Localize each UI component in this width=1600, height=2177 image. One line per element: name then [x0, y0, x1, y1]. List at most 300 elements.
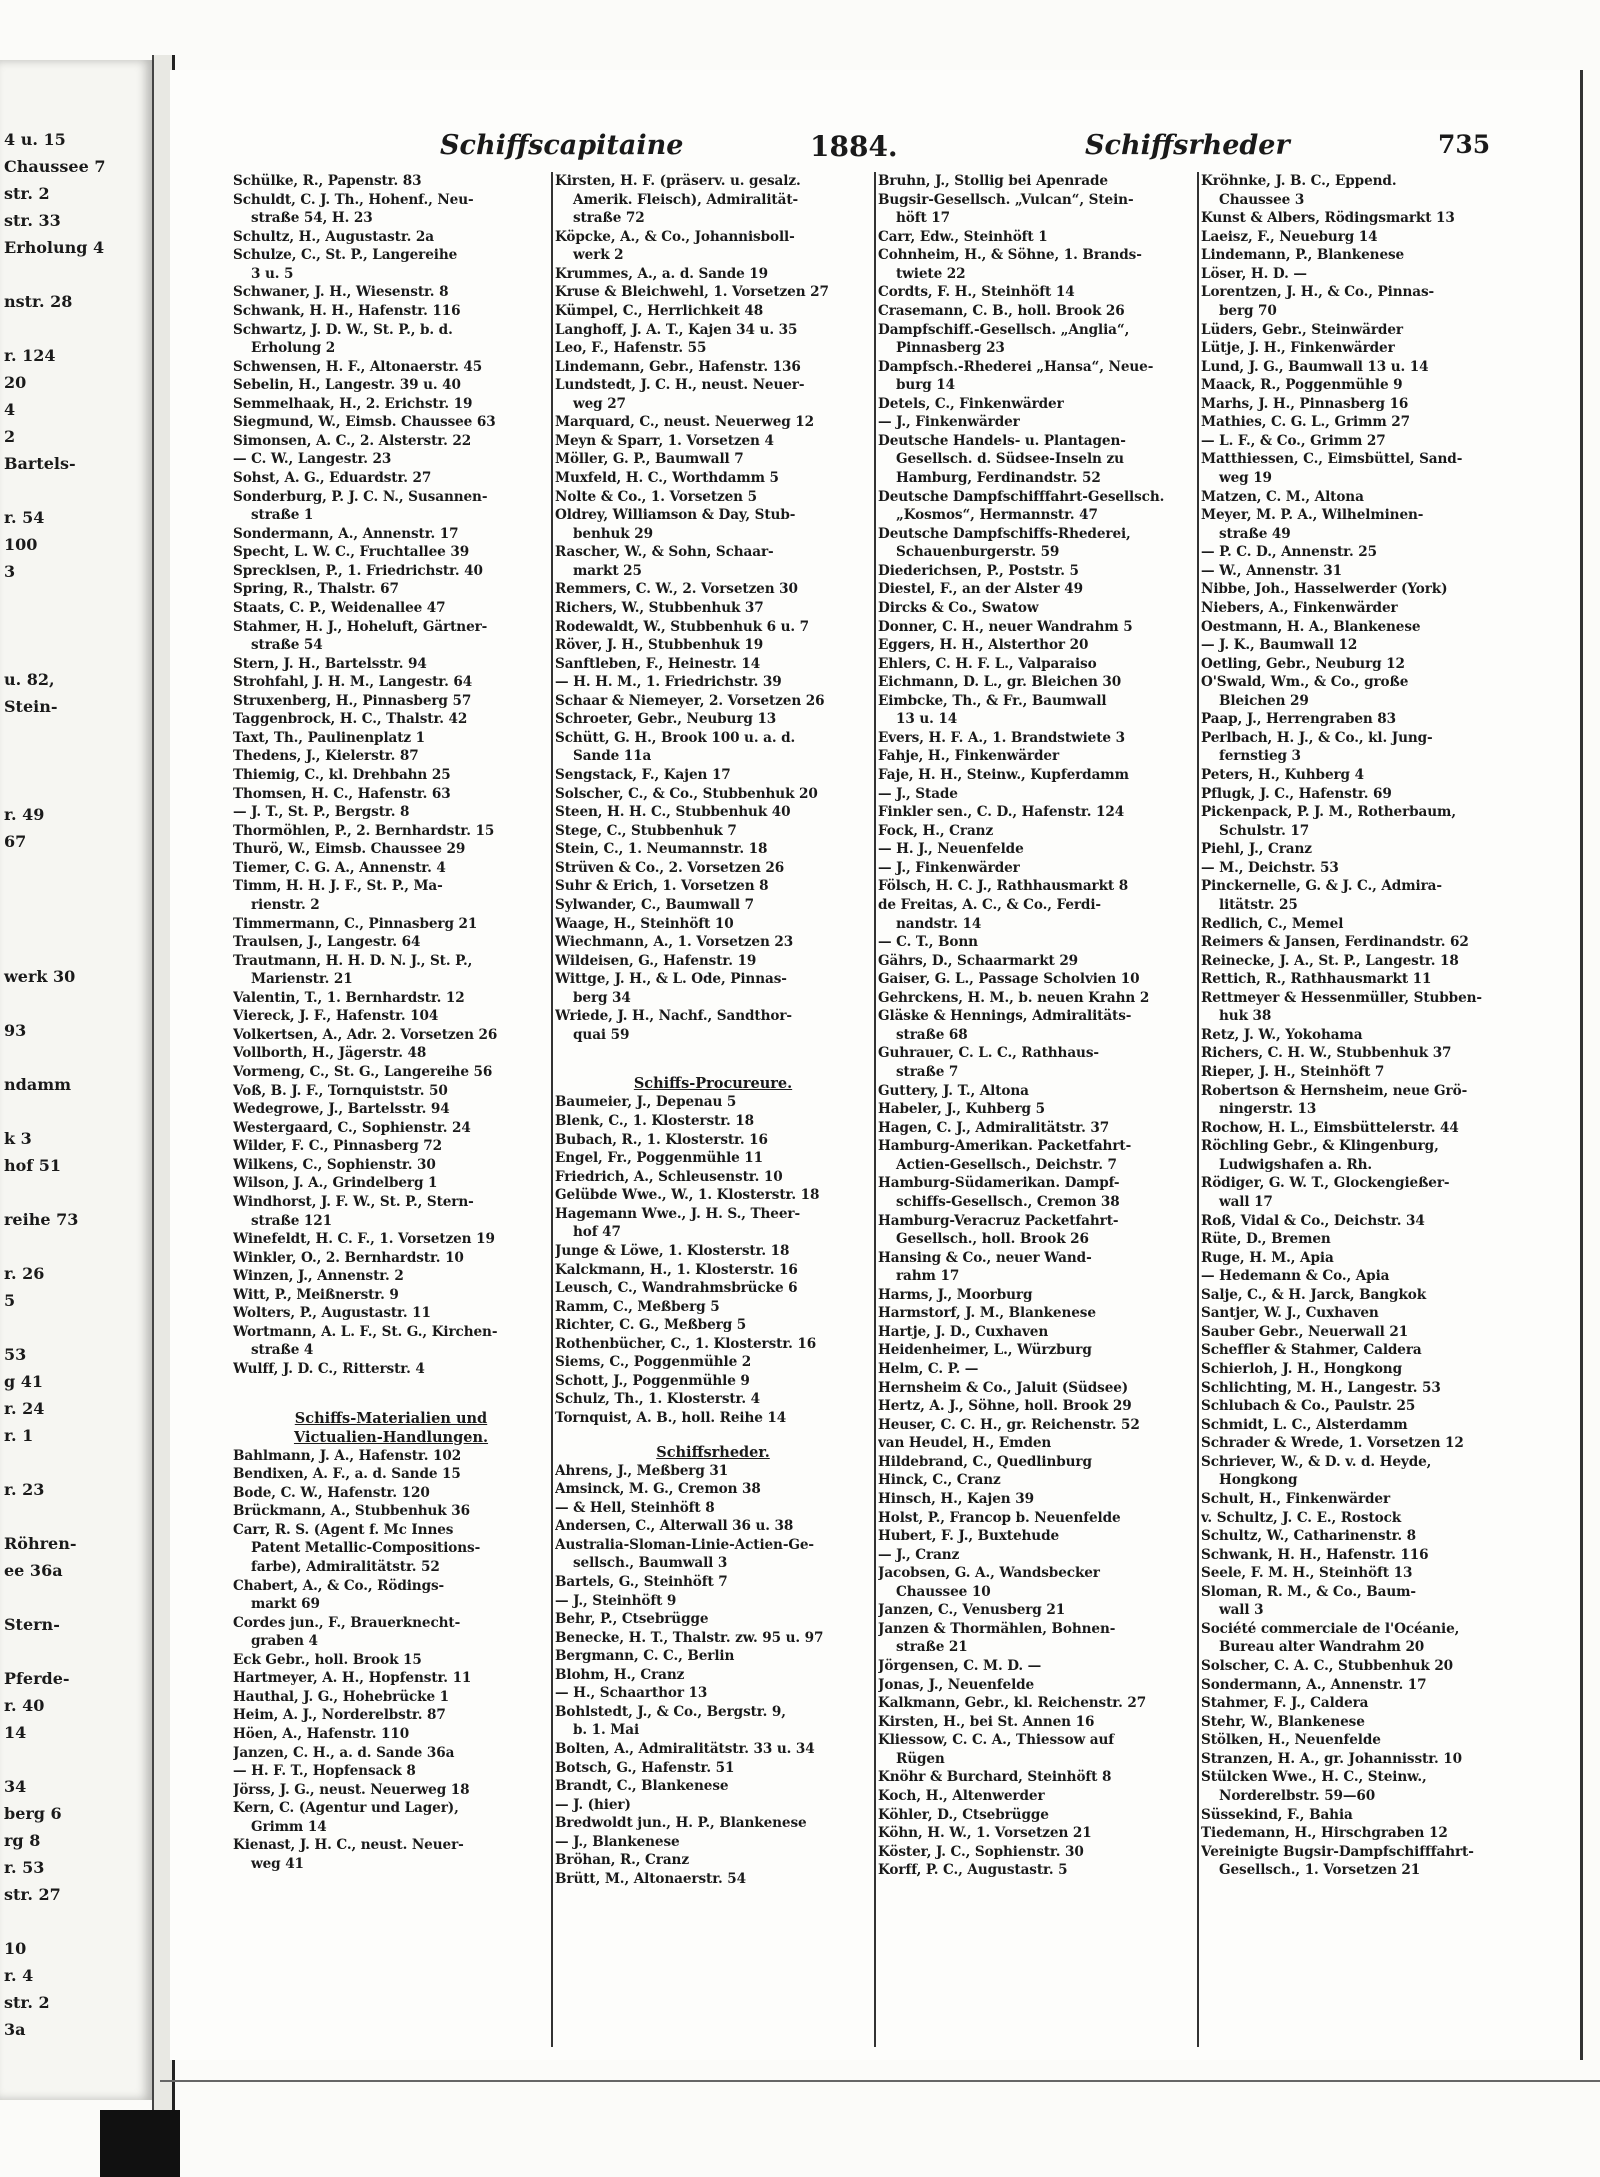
directory-entry: Bartels, G., Steinhöft 7 [555, 1573, 728, 1590]
directory-entry: Blenk, C., 1. Klosterstr. 18 [555, 1113, 754, 1129]
directory-entry: — H. J., Neuenfelde [878, 841, 1024, 858]
directory-entry: Gährs, D., Schaarmarkt 29 [878, 952, 1079, 969]
fragment-line: k 3 [4, 1129, 32, 1148]
directory-entry: Marhs, J. H., Pinnasberg 16 [1201, 395, 1409, 412]
directory-entry: Junge & Löwe, 1. Klosterstr. 18 [555, 1242, 790, 1259]
fragment-line: ee 36a [4, 1561, 63, 1580]
directory-entry: Schlichting, M. H., Langestr. 53 [1201, 1379, 1441, 1396]
directory-entry: Deutsche Dampfschifffahrt-Gesellsch. [878, 488, 1165, 505]
directory-entry: — H. H. M., 1. Friedrichstr. 39 [555, 674, 782, 691]
directory-entry: Tiedemann, H., Hirschgraben 12 [1201, 1825, 1448, 1842]
directory-entry: Voß, B. J. F., Tornquiststr. 50 [233, 1082, 448, 1099]
directory-entry: Stehr, W., Blankenese [1201, 1713, 1365, 1730]
directory-entry: Dampfsch.-Rhederei „Hansa“, Neue- [878, 358, 1154, 375]
directory-entry: Rettmeyer & Hessenmüller, Stubben- [1201, 989, 1482, 1006]
directory-entry: — H., Schaarthor 13 [555, 1685, 708, 1702]
directory-entry: Eck Gebr., holl. Brook 15 [233, 1651, 422, 1668]
fragment-line: g 41 [4, 1372, 44, 1391]
directory-entry: Hamburg-Veracruz Packetfahrt- [878, 1212, 1119, 1229]
header-year: 1884. [810, 130, 898, 163]
directory-entry: Möller, G. P., Baumwall 7 [555, 451, 744, 468]
directory-entry: Höen, A., Hafenstr. 110 [233, 1726, 410, 1742]
directory-entry: Dircks & Co., Swatow [878, 599, 1039, 616]
directory-entry: Schultz, W., Catharinenstr. 8 [1201, 1528, 1417, 1545]
fragment-line: Röhren- [4, 1534, 77, 1553]
directory-entry: Ehlers, C. H. F. L., Valparaiso [878, 655, 1097, 672]
entry-continuation: weg 19 [1219, 470, 1272, 486]
entry-continuation: Norderelbstr. 59—60 [1219, 1787, 1376, 1804]
directory-entry: Hamburg-Südamerikan. Dampf- [878, 1175, 1120, 1192]
directory-entry: Bohlstedt, J., & Co., Bergstr. 9, [555, 1703, 786, 1720]
section-gap [555, 1044, 871, 1059]
directory-entry: Lindemann, Gebr., Hafenstr. 136 [555, 358, 801, 375]
fragment-line: 20 [4, 373, 27, 392]
directory-entry: Strüven & Co., 2. Vorsetzen 26 [555, 859, 785, 876]
directory-entry: Röver, J. H., Stubbenhuk 19 [555, 637, 764, 654]
directory-entry: Schulz, Th., 1. Klosterstr. 4 [555, 1391, 760, 1408]
fragment-line: 10 [4, 1939, 27, 1958]
directory-entry: Leo, F., Hafenstr. 55 [555, 340, 707, 357]
directory-entry: Wiechmann, A., 1. Vorsetzen 23 [555, 934, 794, 951]
fragment-line: u. 82, [4, 670, 55, 689]
entry-continuation: berg 70 [1219, 302, 1277, 319]
fragment-line: r. 24 [4, 1399, 45, 1418]
directory-entry: Thedens, J., Kielerstr. 87 [233, 748, 419, 765]
directory-entry: Volkertsen, A., Adr. 2. Vorsetzen 26 [233, 1026, 498, 1043]
column-4 [1201, 172, 1543, 2052]
directory-entry: Matthiessen, C., Eimsbüttel, Sand- [1201, 451, 1463, 468]
directory-entry: Sohst, A. G., Eduardstr. 27 [233, 470, 432, 486]
directory-entry: — J. K., Baumwall 12 [1201, 637, 1358, 654]
directory-entry: Sauber Gebr., Neuerwall 21 [1201, 1323, 1409, 1340]
entry-continuation: straße 21 [896, 1639, 968, 1656]
directory-entry: Pinckernelle, G. & J. C., Admira- [1201, 878, 1442, 895]
directory-entry: Hinsch, H., Kajen 39 [878, 1490, 1034, 1507]
section-gap [233, 1379, 549, 1394]
directory-entry: Schult, H., Finkenwärder [1201, 1490, 1391, 1507]
directory-entry: Vollborth, H., Jägerstr. 48 [233, 1045, 427, 1062]
directory-entry: Oestmann, H. A., Blankenese [1201, 618, 1421, 635]
directory-entry: Cordes jun., F., Brauerknecht- [233, 1614, 461, 1631]
directory-entry: Habeler, J., Kuhberg 5 [878, 1101, 1045, 1118]
entry-continuation: Pinnasberg 23 [896, 340, 1005, 357]
directory-entry: Meyn & Sparr, 1. Vorsetzen 4 [555, 432, 774, 449]
entry-continuation: Marienstr. 21 [251, 971, 353, 988]
directory-entry: Brütt, M., Altonaerstr. 54 [555, 1870, 746, 1887]
fragment-line: r. 23 [4, 1480, 45, 1499]
fragment-line: r. 53 [4, 1858, 45, 1877]
directory-entry: Eggers, H. H., Alsterthor 20 [878, 637, 1089, 654]
directory-entry: Korff, P. C., Augustastr. 5 [878, 1862, 1068, 1879]
fragment-line: Erholung 4 [4, 238, 105, 257]
directory-entry: Wulff, J. D. C., Ritterstr. 4 [233, 1361, 425, 1377]
entry-continuation: Amerik. Fleisch), Admiralität- [573, 191, 799, 208]
entry-continuation: 13 u. 14 [896, 711, 958, 728]
directory-entry: Ahrens, J., Meßberg 31 [555, 1462, 729, 1479]
entry-continuation: Hongkong [1219, 1472, 1298, 1489]
fragment-line: r. 26 [4, 1264, 45, 1283]
directory-entry: Röchling Gebr., & Klingenburg, [1201, 1138, 1439, 1155]
directory-entry: Hartmeyer, A. H., Hopfenstr. 11 [233, 1670, 472, 1687]
directory-entry: Thurö, W., Eimsb. Chaussee 29 [233, 841, 466, 858]
directory-entry: Evers, H. F. A., 1. Brandstwiete 3 [878, 729, 1125, 746]
fragment-line: 14 [4, 1723, 27, 1742]
directory-entry: Laeisz, F., Neueburg 14 [1201, 228, 1378, 245]
fragment-line: 4 [4, 400, 16, 419]
directory-entry: Traulsen, J., Langestr. 64 [233, 934, 421, 951]
directory-entry: — J., Cranz [878, 1546, 960, 1563]
directory-entry: Wriede, J. H., Nachf., Sandthor- [555, 1008, 792, 1025]
directory-entry: Krummes, A., a. d. Sande 19 [555, 265, 768, 282]
directory-entry: — J. T., St. P., Bergstr. 8 [233, 804, 410, 821]
entry-continuation: straße 72 [573, 210, 645, 227]
directory-entry: Pflugk, J. C., Hafenstr. 69 [1201, 785, 1392, 802]
directory-entry: Hertz, A. J., Söhne, holl. Brook 29 [878, 1398, 1132, 1415]
directory-entry: Salje, C., & H. Jarck, Bangkok [1201, 1286, 1427, 1303]
entry-continuation: Sande 11a [573, 748, 652, 765]
fragment-line: r. 54 [4, 508, 45, 527]
directory-entry: Sengstack, F., Kajen 17 [555, 767, 731, 783]
directory-entry: Perlbach, H. J., & Co., kl. Jung- [1201, 729, 1433, 746]
directory-entry: Kalckmann, H., 1. Klosterstr. 16 [555, 1261, 798, 1278]
directory-entry: Kruse & Bleichwehl, 1. Vorsetzen 27 [555, 284, 829, 301]
directory-entry: — W., Annenstr. 31 [1201, 562, 1342, 579]
directory-entry: Engel, Fr., Poggenmühle 11 [555, 1150, 764, 1167]
directory-entry: Detels, C., Finkenwärder [878, 395, 1064, 412]
directory-entry: Sloman, R. M., & Co., Baum- [1201, 1583, 1416, 1600]
fragment-line: 67 [4, 832, 27, 851]
directory-entry: Süssekind, F., Bahia [1201, 1806, 1353, 1823]
fragment-line: str. 2 [4, 184, 50, 203]
fragment-line: 53 [4, 1345, 27, 1364]
directory-entry: Hartje, J. D., Cuxhaven [878, 1323, 1049, 1340]
directory-entry: Knöhr & Burchard, Steinhöft 8 [878, 1769, 1112, 1786]
directory-entry: Suhr & Erich, 1. Vorsetzen 8 [555, 878, 769, 895]
directory-entry: Janzen, C., Venusberg 21 [878, 1602, 1066, 1619]
adjacent-page-fragment [0, 60, 154, 2100]
entry-continuation: hof 47 [573, 1224, 621, 1241]
directory-entry: Diestel, F., an der Alster 49 [878, 581, 1083, 598]
entry-continuation: benhuk 29 [573, 525, 653, 542]
entry-continuation: nandstr. 14 [896, 915, 982, 932]
directory-entry: — C. T., Bonn [878, 934, 978, 951]
directory-entry: Ramm, C., Meßberg 5 [555, 1298, 720, 1315]
directory-entry: Stahmer, H. J., Hoheluft, Gärtner- [233, 618, 488, 635]
directory-entry: Hinck, C., Cranz [878, 1472, 1001, 1489]
directory-entry: Janzen, C. H., a. d. Sande 36a [233, 1744, 455, 1761]
directory-entry: — M., Deichstr. 53 [1201, 859, 1339, 876]
directory-entry: Meyer, M. P. A., Wilhelminen- [1201, 507, 1424, 524]
directory-entry: Maack, R., Poggenmühle 9 [1201, 377, 1403, 394]
directory-entry: Sondermann, A., Annenstr. 17 [233, 525, 459, 542]
directory-entry: Jörgensen, C. M. D. — [878, 1658, 1042, 1674]
directory-entry: Baumeier, J., Depenau 5 [555, 1094, 737, 1111]
entry-continuation: fernstieg 3 [1219, 748, 1301, 765]
directory-entry: Gehrckens, H. M., b. neuen Krahn 2 [878, 989, 1150, 1006]
directory-entry: Stölken, H., Neuenfelde [1201, 1732, 1381, 1749]
entry-continuation: werk 2 [573, 247, 624, 264]
entry-continuation: burg 14 [896, 377, 956, 394]
directory-entry: Rüte, D., Bremen [1201, 1231, 1331, 1248]
directory-entry: Gaiser, G. L., Passage Scholvien 10 [878, 971, 1140, 988]
fragment-line: werk 30 [4, 967, 76, 986]
directory-entry: Dampfschiff.-Gesellsch. „Anglia“, [878, 321, 1130, 338]
directory-entry: Kern, C. (Agentur und Lager), [233, 1800, 459, 1817]
directory-entry: Leusch, C., Wandrahmsbrücke 6 [555, 1280, 798, 1297]
entry-continuation: Gesellsch. d. Südsee-Inseln zu [896, 451, 1124, 468]
fragment-line: r. 40 [4, 1696, 45, 1715]
directory-entry: Deutsche Dampfschiffs-Rhederei, [878, 525, 1131, 542]
directory-entry: Windhorst, J. F. W., St. P., Stern- [233, 1193, 474, 1210]
directory-entry: Stülcken Wwe., H. C., Steinw., [1201, 1769, 1427, 1786]
entry-continuation: Bleichen 29 [1219, 692, 1309, 709]
directory-entry: Niebers, A., Finkenwärder [1201, 599, 1398, 616]
directory-entry: Schlubach & Co., Paulstr. 25 [1201, 1398, 1416, 1415]
directory-entry: Nibbe, Joh., Hasselwerder (York) [1201, 581, 1448, 598]
directory-entry: Thomsen, H. C., Hafenstr. 63 [233, 785, 451, 802]
entry-continuation: ningerstr. 13 [1219, 1101, 1317, 1118]
directory-entry: Rascher, W., & Sohn, Schaar- [555, 544, 774, 561]
directory-entry: Specht, L. W. C., Fruchtallee 39 [233, 544, 470, 561]
directory-entry: Spring, R., Thalstr. 67 [233, 581, 399, 598]
entry-continuation: Actien-Gesellsch., Deichstr. 7 [896, 1156, 1117, 1173]
entry-continuation: 3 u. 5 [251, 265, 294, 282]
directory-entry: Schrader & Wrede, 1. Vorsetzen 12 [1201, 1435, 1464, 1452]
directory-entry: Schuldt, C. J. Th., Hohenf., Neu- [233, 191, 474, 208]
directory-entry: Sondermann, A., Annenstr. 17 [1201, 1676, 1427, 1693]
directory-entry: Finkler sen., C. D., Hafenstr. 124 [878, 804, 1125, 821]
fragment-line: Pferde- [4, 1669, 70, 1688]
section-gap [233, 1394, 549, 1409]
directory-entry: Schwartz, J. D. W., St. P., b. d. [233, 321, 453, 338]
directory-entry: Rödiger, G. W. T., Glockengießer- [1201, 1175, 1450, 1192]
entry-continuation: twiete 22 [896, 265, 966, 282]
fragment-line: hof 51 [4, 1156, 62, 1175]
directory-entry: Hamburg-Amerikan. Packetfahrt- [878, 1138, 1132, 1155]
directory-entry: Tornquist, A. B., holl. Reihe 14 [555, 1410, 787, 1426]
entry-continuation: straße 54 [251, 637, 323, 654]
entry-continuation: höft 17 [896, 210, 951, 227]
directory-entry: Bröhan, R., Cranz [555, 1852, 689, 1869]
directory-entry: Kröhnke, J. B. C., Eppend. [1201, 173, 1397, 189]
directory-entry: Fahje, H., Finkenwärder [878, 748, 1060, 765]
directory-entry: Rothenbücher, C., 1. Klosterstr. 16 [555, 1335, 817, 1352]
fragment-line: str. 2 [4, 1993, 50, 2012]
directory-entry: Scheffler & Stahmer, Caldera [1201, 1342, 1422, 1359]
directory-entry: Bruhn, J., Stollig bei Apenrade [878, 173, 1108, 189]
directory-entry: Diederichsen, P., Poststr. 5 [878, 562, 1079, 579]
directory-entry: Hernsheim & Co., Jaluit (Südsee) [878, 1379, 1129, 1396]
directory-entry: Waage, H., Steinhöft 10 [555, 915, 734, 932]
directory-entry: de Freitas, A. C., & Co., Ferdi- [878, 896, 1101, 913]
fragment-line: 2 [4, 427, 16, 446]
fragment-line: 5 [4, 1291, 16, 1310]
entry-continuation: straße 121 [251, 1212, 332, 1229]
page-edge-line [160, 2080, 1600, 2082]
entry-continuation: wall 17 [1219, 1193, 1273, 1210]
directory-entry: Botsch, G., Hafenstr. 51 [555, 1759, 735, 1776]
directory-entry: Muxfeld, H. C., Worthdamm 5 [555, 470, 779, 486]
entry-continuation: rienstr. 2 [251, 896, 320, 913]
entry-continuation: markt 25 [573, 562, 642, 579]
directory-entry: Wilkens, C., Sophienstr. 30 [233, 1156, 436, 1173]
directory-entry: Bergmann, C. C., Berlin [555, 1648, 735, 1665]
page-number: 735 [1438, 130, 1491, 159]
directory-entry: Behr, P., Ctsebrügge [555, 1611, 709, 1628]
directory-entry: Andersen, C., Alterwall 36 u. 38 [555, 1518, 794, 1535]
directory-entry: Chabert, A., & Co., Rödings- [233, 1577, 445, 1594]
fragment-line: 34 [4, 1777, 27, 1796]
directory-entry: Simonsen, A. C., 2. Alsterstr. 22 [233, 432, 472, 449]
directory-entry: Valentin, T., 1. Bernhardstr. 12 [233, 989, 465, 1006]
entry-continuation: wall 3 [1219, 1602, 1264, 1619]
directory-entry: Steen, H. H. C., Stubbenhuk 40 [555, 804, 791, 821]
directory-entry: Lund, J. G., Baumwall 13 u. 14 [1201, 358, 1429, 375]
directory-entry: Thiemig, C., kl. Drehbahn 25 [233, 767, 451, 783]
fragment-line: Stern- [4, 1615, 60, 1634]
entry-continuation: Bureau alter Wandrahm 20 [1219, 1639, 1425, 1656]
directory-entry: Eimbcke, Th., & Fr., Baumwall [878, 692, 1107, 709]
directory-entry: Vereinigte Bugsir-Dampfschifffahrt- [1201, 1843, 1474, 1860]
column-3 [878, 172, 1194, 2052]
directory-entry: Rettich, R., Rathhausmarkt 11 [1201, 971, 1432, 988]
directory-entry: Harms, J., Moorburg [878, 1286, 1033, 1303]
directory-entry: Remmers, C. W., 2. Vorsetzen 30 [555, 581, 798, 598]
entry-continuation: Erholung 2 [251, 340, 336, 357]
directory-entry: Hildebrand, C., Quedlinburg [878, 1453, 1092, 1470]
entry-continuation: straße 7 [896, 1064, 959, 1080]
directory-entry: Crasemann, C. B., holl. Brook 26 [878, 302, 1125, 319]
directory-entry: Heuser, C. C. H., gr. Reichenstr. 52 [878, 1416, 1140, 1433]
directory-entry: Siegmund, W., Eimsb. Chaussee 63 [233, 414, 496, 431]
directory-entry: Jörss, J. G., neust. Neuerweg 18 [233, 1781, 470, 1798]
directory-entry: Rieper, J. H., Steinhöft 7 [1201, 1064, 1385, 1080]
directory-entry: v. Schultz, J. C. E., Rostock [1201, 1509, 1402, 1526]
fragment-line: r. 124 [4, 346, 56, 365]
entry-continuation: weg 41 [251, 1855, 304, 1872]
section-heading: Schiffs-Procureure. [633, 1075, 793, 1093]
directory-entry: — J., Stade [878, 785, 958, 802]
directory-entry: Sebelin, H., Langestr. 39 u. 40 [233, 377, 461, 394]
entry-continuation: Grimm 14 [251, 1818, 327, 1835]
directory-entry: Sprecklsen, P., 1. Friedrichstr. 40 [233, 562, 483, 579]
directory-entry: Siems, C., Poggenmühle 2 [555, 1354, 752, 1371]
directory-entry: Heim, A. J., Norderelbstr. 87 [233, 1707, 446, 1724]
directory-entry: Wilson, J. A., Grindelberg 1 [233, 1175, 438, 1192]
directory-entry: Guhrauer, C. L. C., Rathhaus- [878, 1045, 1099, 1062]
directory-entry: Bredwoldt jun., H. P., Blankenese [555, 1815, 807, 1832]
directory-entry: Heidenheimer, L., Würzburg [878, 1342, 1092, 1359]
directory-entry: Richter, C. G., Meßberg 5 [555, 1317, 747, 1334]
directory-entry: Reinecke, J. A., St. P., Langestr. 18 [1201, 952, 1459, 969]
directory-entry: Schott, J., Poggenmühle 9 [555, 1372, 750, 1389]
directory-entry: — Hedemann & Co., Apia [1201, 1268, 1390, 1285]
entry-continuation: rahm 17 [896, 1268, 960, 1285]
fragment-line: r. 49 [4, 805, 45, 824]
directory-entry: — J. (hier) [555, 1796, 631, 1813]
directory-entry: — J., Steinhöft 9 [555, 1592, 677, 1609]
directory-entry: — C. W., Langestr. 23 [233, 451, 392, 468]
directory-entry: Piehl, J., Cranz [1201, 841, 1312, 858]
fragment-line: r. 4 [4, 1966, 34, 1985]
directory-entry: Rodewaldt, W., Stubbenhuk 6 u. 7 [555, 618, 810, 635]
directory-entry: Winzen, J., Annenstr. 2 [233, 1268, 404, 1285]
directory-entry: Köster, J. C., Sophienstr. 30 [878, 1843, 1084, 1860]
directory-entry: Kirsten, H. F. (präserv. u. gesalz. [555, 173, 801, 189]
directory-entry: Santjer, W. J., Cuxhaven [1201, 1305, 1379, 1322]
directory-entry: Schwank, H. H., Hafenstr. 116 [233, 302, 461, 319]
directory-entry: Benecke, H. T., Thalstr. zw. 95 u. 97 [555, 1629, 824, 1646]
directory-entry: Australia-Sloman-Linie-Actien-Ge- [555, 1536, 814, 1553]
directory-entry: Sylwander, C., Baumwall 7 [555, 896, 754, 913]
directory-entry: Wilder, F. C., Pinnasberg 72 [233, 1138, 442, 1155]
entry-continuation: quai 59 [573, 1026, 630, 1043]
directory-entry: Gläske & Hennings, Admiralitäts- [878, 1008, 1132, 1025]
directory-entry: Pickenpack, P. J. M., Rotherbaum, [1201, 804, 1456, 821]
directory-entry: Schwank, H. H., Hafenstr. 116 [1201, 1546, 1429, 1563]
fragment-line: str. 33 [4, 211, 61, 230]
directory-entry: Lütje, J. H., Finkenwärder [1201, 340, 1395, 357]
directory-entry: Koch, H., Altenwerder [878, 1787, 1045, 1804]
entry-continuation: huk 38 [1219, 1008, 1272, 1025]
directory-entry: Stranzen, H. A., gr. Johannisstr. 10 [1201, 1750, 1463, 1767]
directory-entry: Lüders, Gebr., Steinwärder [1201, 321, 1403, 338]
directory-entry: Ruge, H. M., Apia [1201, 1249, 1334, 1266]
entry-continuation: Rügen [896, 1750, 945, 1767]
directory-entry: Carr, Edw., Steinhöft 1 [878, 228, 1048, 245]
directory-entry: Eichmann, D. L., gr. Bleichen 30 [878, 674, 1122, 691]
directory-entry: Robertson & Hernsheim, neue Grö- [1201, 1082, 1468, 1099]
fragment-line: 100 [4, 535, 38, 554]
directory-entry: Richers, W., Stubbenhuk 37 [555, 599, 764, 616]
directory-entry: Schultz, H., Augustastr. 2a [233, 228, 434, 245]
fragment-line: ndamm [4, 1075, 72, 1094]
directory-entry: Brandt, C., Blankenese [555, 1778, 729, 1795]
directory-entry: Gelübde Wwe., W., 1. Klosterstr. 18 [555, 1187, 820, 1204]
directory-entry: Wolters, P., Augustastr. 11 [233, 1305, 431, 1322]
directory-entry: Schwensen, H. F., Altonaerstr. 45 [233, 358, 483, 375]
directory-entry: Jonas, J., Neuenfelde [878, 1676, 1035, 1693]
column-1 [233, 172, 549, 2052]
directory-entry: Stein, C., 1. Neumannstr. 18 [555, 841, 768, 858]
entry-continuation: farbe), Admiralitätstr. 52 [251, 1558, 440, 1575]
directory-entry: Mathies, C. G. L., Grimm 27 [1201, 414, 1410, 431]
directory-entry: Kunst & Albers, Rödingsmarkt 13 [1201, 210, 1455, 227]
directory-entry: Witt, P., Meißnerstr. 9 [233, 1286, 399, 1303]
directory-entry: Oldrey, Williamson & Day, Stub- [555, 507, 796, 524]
directory-entry: Köpcke, A., & Co., Johannisboll- [555, 228, 795, 245]
directory-entry: Stern, J. H., Bartelsstr. 94 [233, 655, 427, 672]
entry-continuation: straße 49 [1219, 525, 1291, 542]
directory-entry: Nolte & Co., 1. Vorsetzen 5 [555, 488, 757, 505]
directory-entry: Wildeisen, G., Hafenstr. 19 [555, 952, 757, 969]
directory-entry: Guttery, J. T., Altona [878, 1082, 1029, 1099]
directory-entry: Solscher, C. A. C., Stubbenhuk 20 [1201, 1658, 1454, 1674]
directory-entry: Wittge, J. H., & L. Ode, Pinnas- [555, 971, 787, 988]
directory-entry: Schülke, R., Papenstr. 83 [233, 173, 422, 189]
directory-entry: Seele, F. M. H., Steinhöft 13 [1201, 1565, 1413, 1582]
directory-entry: Holst, P., Francop b. Neuenfelde [878, 1509, 1121, 1526]
directory-entry: Semmelhaak, H., 2. Erichstr. 19 [233, 395, 473, 412]
directory-entry: Westergaard, C., Sophienstr. 24 [233, 1119, 471, 1136]
directory-entry: Schulze, C., St. P., Langereihe [233, 247, 458, 264]
directory-entry: Peters, H., Kuhberg 4 [1201, 767, 1364, 783]
directory-entry: Schaar & Niemeyer, 2. Vorsetzen 26 [555, 692, 825, 709]
directory-entry: van Heudel, H., Emden [878, 1435, 1052, 1452]
fragment-line: str. 27 [4, 1885, 61, 1904]
fragment-line: berg 6 [4, 1804, 62, 1823]
entry-continuation: b. 1. Mai [573, 1722, 640, 1739]
